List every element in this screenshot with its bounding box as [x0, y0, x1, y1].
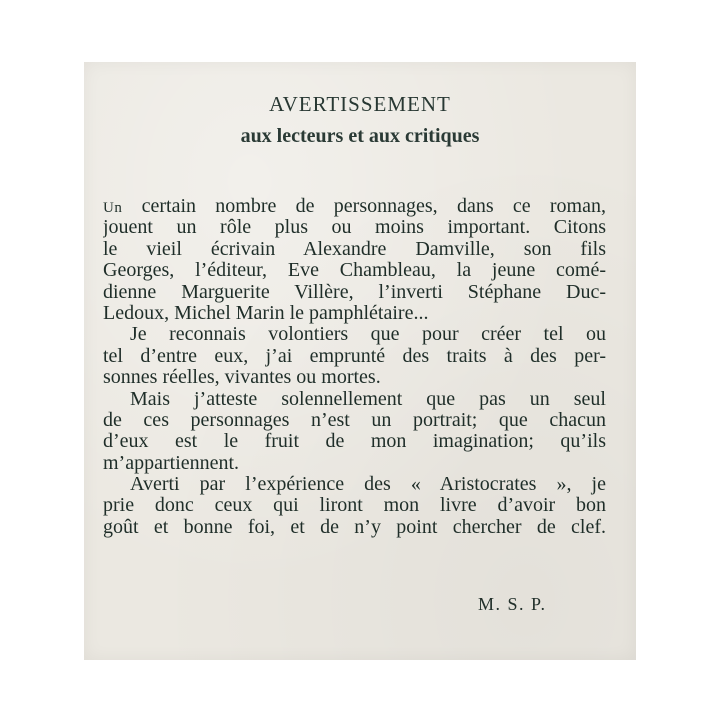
text-line: Un certain nombre de personnages, dans ce roman, — [103, 196, 606, 217]
text-line: dienne Marguerite Villère, l’inverti Stéphane Duc- — [103, 281, 606, 303]
page-subtitle: aux lecteurs et aux critiques — [240, 125, 480, 147]
page-title: AVERTISSEMENT — [269, 92, 451, 116]
text-line: Ledoux, Michel Marin le pamphlétaire... — [103, 302, 429, 324]
signature: M. S. P. — [478, 594, 547, 614]
notice-body — [103, 196, 606, 538]
dropcap: Un — [103, 200, 123, 216]
text-line: goût et bonne foi, et de n’y point chercher de clef. — [103, 516, 606, 538]
text-line: d’eux est le fruit de mon imagination; qu’ils — [103, 431, 606, 453]
text-line: Je reconnais volontiers que pour créer tel ou — [130, 324, 606, 346]
text-line: le vieil écrivain Alexandre Damville, son fils — [103, 238, 606, 260]
text-line: Georges, l’éditeur, Eve Chambleau, la jeune comé- — [103, 260, 606, 282]
text-line: m’appartiennent. — [103, 452, 240, 474]
text-line: sonnes réelles, vivantes ou mortes. — [103, 367, 381, 389]
text-line: Mais j’atteste solennellement que pas un seul — [130, 388, 606, 410]
text-line: prie donc ceux qui liront mon livre d’avoir bon — [103, 495, 606, 517]
text-line: jouent un rôle plus ou moins important. Citons — [103, 217, 606, 239]
text-line: Averti par l’expérience des « Aristocrates », je — [130, 474, 606, 496]
text-line: de ces personnages n’est un portrait; que chacun — [103, 409, 606, 431]
text-line: tel d’entre eux, j’ai emprunté des traits à des per- — [103, 345, 606, 367]
